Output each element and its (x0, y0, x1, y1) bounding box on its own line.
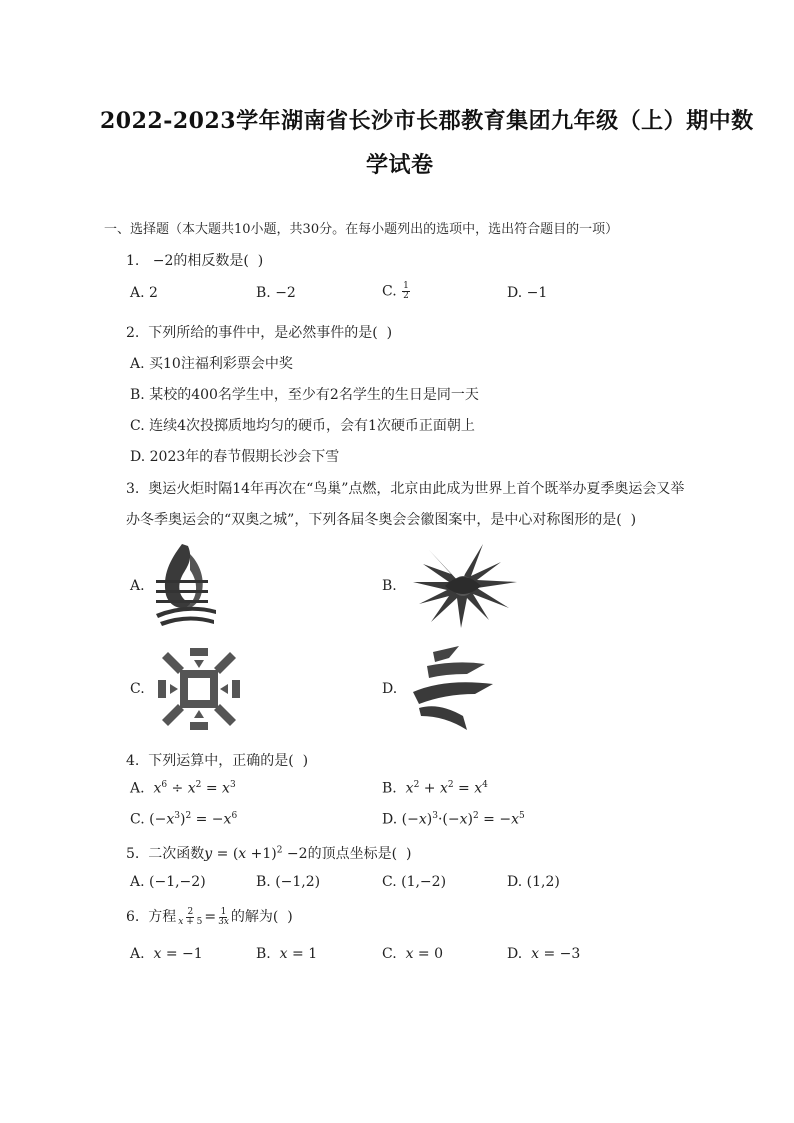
q2-option-b: B. 某校的400名学生中，至少有2名学生的生日是同一天 (130, 387, 479, 403)
q6-option-a: A. x = −1 (130, 946, 203, 962)
fraction-right: $\frac{1}{3x}$ (218, 906, 229, 927)
emblem-b-image (405, 538, 523, 630)
q4-stem: 4. 下列运算中，正确的是( ) (126, 753, 309, 769)
q1-stem: 1. −2的相反数是( ) (126, 253, 264, 269)
q1-option-a: A. 2 (130, 285, 158, 301)
q5-stem: 5. 二次函数$y = (x +1)^2 -2$的顶点坐标是( ) (126, 845, 412, 862)
q1-option-d: D. −1 (507, 285, 548, 301)
q2-option-c: C. 连续4次投掷质地均匀的硬币，会有1次硬币正面朝上 (130, 418, 475, 434)
title-line-2: 学试卷 (366, 152, 434, 178)
q6-option-d: D. x = −3 (507, 946, 581, 962)
emblem-d-image (405, 644, 497, 732)
fraction: $\frac{1}{2}$ (403, 281, 409, 301)
fraction-left: $\frac{2}{x + 5}$ (178, 906, 203, 927)
q2-option-d: D. 2023年的春节假期长沙会下雪 (130, 449, 340, 465)
q3-option-a-label: A. (130, 578, 145, 594)
q1-option-c: C. $\frac{1}{2}$ (382, 281, 409, 301)
q6-option-c: C. x = 0 (382, 946, 444, 962)
q6-stem: 6. 方程 $\frac{2}{x + 5}$ = $\frac{1}{3x}$ 的解为( ) (126, 906, 293, 927)
q4-option-c: C. $(-x^3)^2 = -x^6$ (130, 811, 238, 828)
q5-option-a: A. (−1,−2) (130, 874, 206, 890)
q5-option-c: C. (1,−2) (382, 874, 447, 890)
q1-option-b: B. −2 (256, 285, 296, 301)
emblem-c-image (154, 644, 244, 734)
q4-option-a: A. $x^6 \div x^2 = x^3$ (130, 780, 236, 797)
q3-option-c-label: C. (130, 681, 145, 697)
q5-option-b: B. (−1,2) (256, 874, 321, 890)
q3-stem-line-2: 办冬季奥运会的“双奥之城”，下列各届冬奥会会徽图案中，是中心对称图形的是( ) (126, 512, 637, 528)
q4-option-b: B. $x^2 + x^2 = x^4$ (382, 780, 488, 797)
q2-stem: 2. 下列所给的事件中，是必然事件的是( ) (126, 325, 393, 341)
q3-option-b-label: B. (382, 578, 397, 594)
q5-option-d: D. (1,2) (507, 874, 560, 890)
emblem-a-image (150, 540, 220, 630)
q3-option-d-label: D. (382, 681, 398, 697)
q4-option-d: D. $(-x)^3\cdot(-x)^2 = -x^5$ (382, 811, 525, 828)
title-line-1: 2022-2023学年湖南省长沙市长郡教育集团九年级（上）期中数 (100, 108, 754, 134)
section-heading: 一、选择题（本大题共10小题，共30分。在每小题列出的选项中，选出符合题目的一项） (104, 222, 619, 237)
q2-option-a: A. 买10注福利彩票会中奖 (130, 356, 293, 372)
q6-option-b: B. x = 1 (256, 946, 318, 962)
q3-stem-line-1: 3. 奥运火炬时隔14年再次在“鸟巢”点燃，北京由此成为世界上首个既举办夏季奥运会又举 (126, 481, 685, 497)
